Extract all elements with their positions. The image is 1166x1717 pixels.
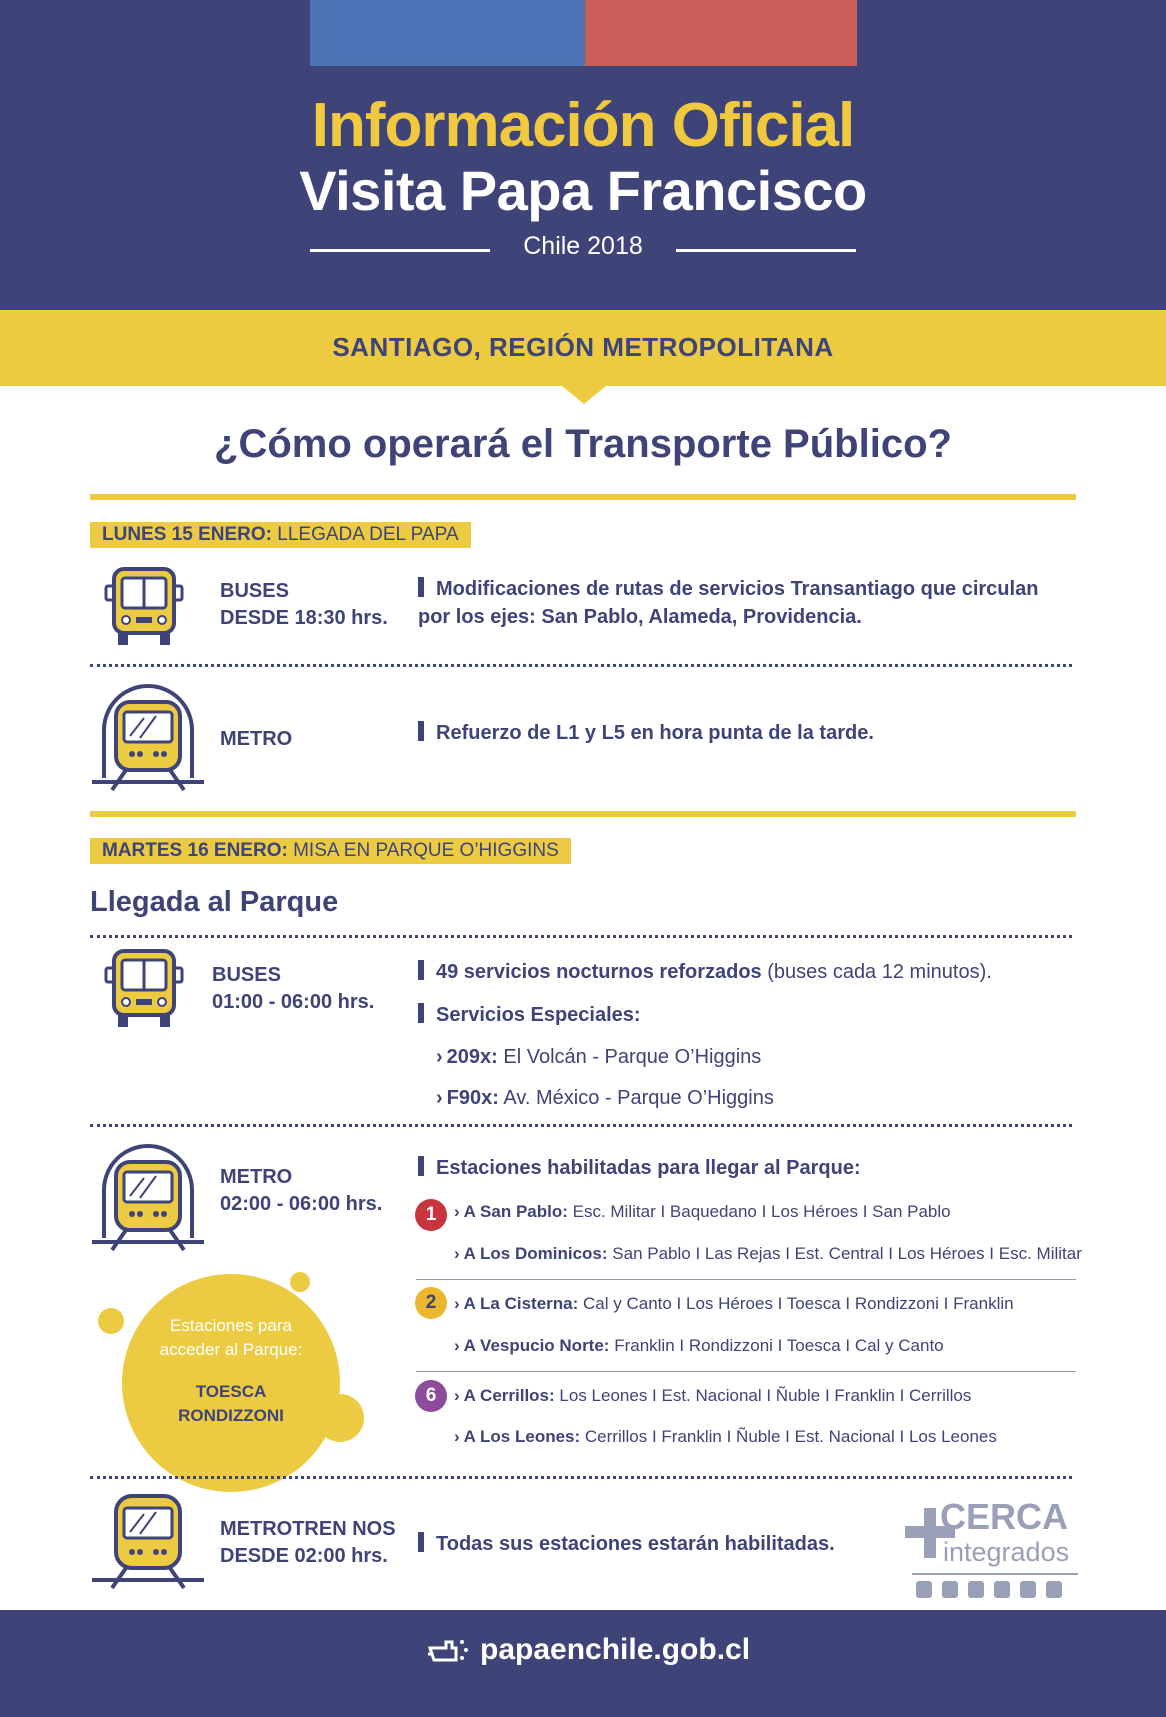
bullet-bar bbox=[418, 1003, 424, 1023]
metro-train-icon bbox=[90, 1490, 206, 1590]
day2-dotted-divider-1 bbox=[90, 935, 1072, 938]
metrotren-info bbox=[418, 1530, 835, 1558]
day2-dotted-divider-3 bbox=[90, 1476, 1072, 1479]
station-list: Esc. Militar I Baquedano I Los Héroes I San Pablo bbox=[567, 1202, 951, 1221]
day2-bus-info-1-rest: (buses cada 12 minutos). bbox=[761, 961, 992, 983]
direction-label: A Vespucio Norte: bbox=[463, 1336, 610, 1355]
car-mini-icon bbox=[1020, 1581, 1036, 1598]
day2-metro-mode-line1: METRO bbox=[220, 1166, 293, 1188]
day1-tag-date: LUNES 15 ENERO: bbox=[102, 524, 272, 545]
station-list: Los Leones I Est. Nacional I Ñuble I Franklin I Cerrillos bbox=[554, 1386, 972, 1405]
arrow-icon: › bbox=[454, 1427, 460, 1446]
station-direction bbox=[454, 1244, 1082, 1264]
station-list: Cerrillos I Franklin I Ñuble I Est. Nacional I Los Leones bbox=[580, 1427, 997, 1446]
walk-mini-icon bbox=[942, 1581, 958, 1598]
day1-bus-info-line2: por los ejes: San Pablo, Alameda, Providencia. bbox=[418, 606, 862, 628]
station-direction bbox=[454, 1386, 971, 1406]
bike-mini-icon bbox=[994, 1581, 1010, 1598]
bus-icon bbox=[104, 948, 184, 1030]
day1-metro-mode: METRO bbox=[220, 728, 293, 750]
day2-bus-info-2 bbox=[418, 1001, 641, 1029]
day1-bus-mode bbox=[220, 578, 388, 632]
bullet-bar bbox=[418, 721, 424, 741]
service-route: El Volcán - Parque O’Higgins bbox=[497, 1046, 762, 1068]
day1-tag-event: LLEGADA DEL PAPA bbox=[271, 524, 459, 545]
flag-blue-stripe bbox=[310, 0, 585, 66]
decor-dot bbox=[98, 1308, 124, 1334]
day2-tag-event: MISA EN PARQUE O’HIGGINS bbox=[287, 840, 559, 861]
decor-dot bbox=[290, 1272, 310, 1292]
station-direction bbox=[454, 1202, 951, 1222]
direction-label: A Cerrillos: bbox=[463, 1386, 555, 1405]
train-mini-icon bbox=[968, 1581, 984, 1598]
station-list: Cal y Canto I Los Héroes I Toesca I Rondizzoni I Franklin bbox=[578, 1294, 1014, 1313]
region-notch bbox=[562, 386, 606, 404]
arrow-icon: › bbox=[436, 1087, 443, 1109]
line-separator bbox=[416, 1279, 1076, 1280]
day2-divider bbox=[90, 811, 1076, 817]
metrotren-mode-line1: METROTREN NOS bbox=[220, 1518, 396, 1540]
station-direction bbox=[454, 1336, 944, 1356]
metro-line-1-badge: 1 bbox=[415, 1199, 447, 1231]
station-list: San Pablo I Las Rejas I Est. Central I Los Héroes I Esc. Militar bbox=[607, 1244, 1082, 1263]
year-label: Chile 2018 bbox=[523, 232, 643, 260]
service-route: Av. México - Parque O’Higgins bbox=[498, 1087, 774, 1109]
callout-label bbox=[122, 1314, 340, 1362]
arrow-icon: › bbox=[454, 1244, 460, 1263]
day2-bus-mode bbox=[212, 962, 374, 1016]
cerca-logo-divider bbox=[912, 1573, 1078, 1575]
bullet-bar bbox=[418, 1532, 424, 1552]
page-subtitle: Visita Papa Francisco bbox=[299, 159, 867, 222]
day1-bus-info-line1: Modificaciones de rutas de servicios Transantiago que circulan bbox=[436, 578, 1039, 600]
arrow-icon: › bbox=[454, 1294, 460, 1313]
metro-line-2-badge: 2 bbox=[415, 1287, 447, 1319]
hand-pointer-icon bbox=[426, 1634, 470, 1668]
bullet-bar bbox=[418, 1156, 424, 1176]
bus-icon bbox=[104, 566, 184, 648]
metrotren-mode bbox=[220, 1516, 396, 1570]
callout-label-line2: acceder al Parque: bbox=[159, 1340, 303, 1359]
service-code: 209x: bbox=[446, 1046, 498, 1068]
day2-tag-date: MARTES 16 ENERO: bbox=[102, 840, 288, 861]
day1-tag bbox=[90, 522, 471, 548]
callout-stations bbox=[122, 1380, 340, 1428]
station-list: Franklin I Rondizzoni I Toesca I Cal y Canto bbox=[609, 1336, 944, 1355]
day1-divider bbox=[90, 494, 1076, 500]
day2-bus-info-1-bold: 49 servicios nocturnos reforzados bbox=[436, 961, 762, 983]
day1-dotted-divider bbox=[90, 664, 1072, 667]
day2-metro-mode bbox=[220, 1164, 382, 1218]
page-title: Información Oficial bbox=[311, 91, 855, 160]
bullet-bar bbox=[418, 577, 424, 597]
direction-label: A La Cisterna: bbox=[463, 1294, 579, 1313]
footer-link[interactable]: papaenchile.gob.cl bbox=[480, 1633, 751, 1666]
bus-mini-icon bbox=[916, 1581, 932, 1598]
region-label: SANTIAGO, REGIÓN METROPOLITANA bbox=[332, 332, 834, 362]
callout-label-line1: Estaciones para bbox=[170, 1316, 292, 1335]
day2-bus-info-2-text: Servicios Especiales: bbox=[436, 1004, 641, 1026]
day2-metro-mode-line2: 02:00 - 06:00 hrs. bbox=[220, 1193, 383, 1215]
callout-station-2: RONDIZZONI bbox=[178, 1406, 284, 1425]
day1-bus-mode-line1: BUSES bbox=[220, 580, 289, 602]
direction-label: A Los Dominicos: bbox=[463, 1244, 608, 1263]
cerca-logo-title: CERCA bbox=[940, 1496, 1069, 1537]
metrotren-info-text: Todas sus estaciones estarán habilitadas. bbox=[436, 1533, 835, 1555]
direction-label: A San Pablo: bbox=[463, 1202, 568, 1221]
arrow-icon: › bbox=[436, 1046, 443, 1068]
day2-bus-info-1 bbox=[418, 958, 992, 986]
section-question: ¿Cómo operará el Transporte Público? bbox=[214, 422, 952, 466]
section-heading: Llegada al Parque bbox=[90, 886, 339, 918]
arrow-icon: › bbox=[454, 1386, 460, 1405]
station-direction bbox=[454, 1427, 997, 1447]
day1-metro-info bbox=[418, 719, 874, 747]
service-code: F90x: bbox=[446, 1087, 499, 1109]
line-separator bbox=[416, 1371, 1076, 1372]
day2-bus-mode-line1: BUSES bbox=[212, 964, 281, 986]
arrow-icon: › bbox=[454, 1336, 460, 1355]
day1-bus-info bbox=[418, 575, 1038, 631]
day2-metro-heading-text: Estaciones habilitadas para llegar al Parque: bbox=[436, 1157, 861, 1179]
day2-tag bbox=[90, 838, 571, 864]
day1-metro-info-text: Refuerzo de L1 y L5 en hora punta de la tarde. bbox=[436, 722, 874, 744]
day2-dotted-divider-2 bbox=[90, 1124, 1072, 1127]
bullet-bar bbox=[418, 960, 424, 980]
direction-label: A Los Leones: bbox=[463, 1427, 581, 1446]
day2-bus-mode-line2: 01:00 - 06:00 hrs. bbox=[212, 991, 375, 1013]
day1-bus-mode-line2: DESDE 18:30 hrs. bbox=[220, 607, 388, 629]
plane-mini-icon bbox=[1046, 1581, 1062, 1598]
station-direction bbox=[454, 1294, 1014, 1314]
metro-train-icon bbox=[90, 1138, 206, 1252]
flag-red-stripe bbox=[585, 0, 857, 66]
callout-station-1: TOESCA bbox=[195, 1382, 267, 1401]
metrotren-mode-line2: DESDE 02:00 hrs. bbox=[220, 1545, 388, 1567]
metro-line-6-badge: 6 bbox=[415, 1380, 447, 1412]
cerca-logo-subtitle: integrados bbox=[943, 1537, 1070, 1567]
service-item bbox=[436, 1087, 774, 1110]
day2-metro-heading bbox=[418, 1154, 861, 1182]
service-item bbox=[436, 1046, 761, 1069]
metro-train-icon bbox=[90, 678, 206, 792]
arrow-icon: › bbox=[454, 1202, 460, 1221]
